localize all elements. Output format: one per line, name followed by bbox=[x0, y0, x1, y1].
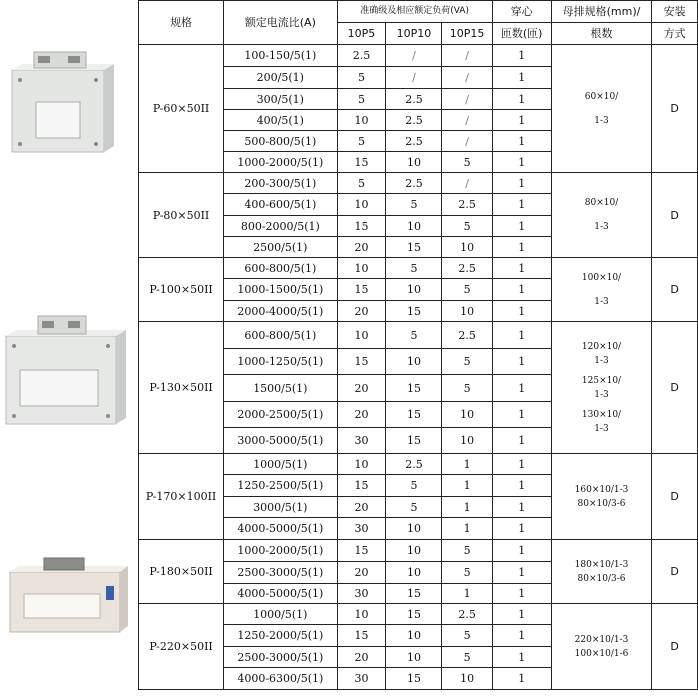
10p5-cell: 30 bbox=[337, 518, 386, 540]
header-spec: 规格 bbox=[139, 1, 224, 45]
ratio-cell: 1250-2500/5(1) bbox=[224, 475, 337, 497]
turns-cell: 1 bbox=[492, 216, 551, 237]
10p10-cell: 2.5 bbox=[386, 454, 442, 475]
10p10-cell: 10 bbox=[386, 518, 442, 540]
10p5-cell: 30 bbox=[337, 428, 386, 454]
turns-cell: 1 bbox=[492, 584, 551, 604]
10p5-cell: 10 bbox=[337, 454, 386, 475]
turns-cell: 1 bbox=[492, 375, 551, 402]
10p5-cell: 20 bbox=[337, 301, 386, 322]
10p10-cell: 10 bbox=[386, 216, 442, 237]
busbar-line: 120×10/ bbox=[581, 341, 622, 352]
10p5-cell: 20 bbox=[337, 237, 386, 258]
10p10-cell: 15 bbox=[386, 301, 442, 322]
turns-cell: 1 bbox=[492, 89, 551, 110]
10p5-cell: 20 bbox=[337, 402, 386, 428]
10p15-cell: / bbox=[442, 173, 492, 194]
busbar-line: 130×10/ bbox=[581, 409, 622, 420]
10p15-cell: 2.5 bbox=[442, 604, 492, 625]
10p15-cell: 1 bbox=[442, 518, 492, 540]
mount-cell: D bbox=[652, 173, 698, 258]
ratio-cell: 600-800/5(1) bbox=[224, 322, 337, 349]
busbar-line: 100×10/1-6 bbox=[574, 648, 629, 659]
10p15-cell: 1 bbox=[442, 497, 492, 518]
10p15-cell: / bbox=[442, 67, 492, 89]
10p5-cell: 15 bbox=[337, 349, 386, 375]
busbar-line: 1-3 bbox=[594, 115, 609, 126]
turns-cell: 1 bbox=[492, 237, 551, 258]
busbar-line: 100×10/ bbox=[581, 272, 622, 283]
turns-cell: 1 bbox=[492, 540, 551, 562]
10p10-cell: 5 bbox=[386, 258, 442, 279]
mount-cell: D bbox=[652, 604, 698, 690]
10p15-cell: 10 bbox=[442, 402, 492, 428]
busbar-line: 1-3 bbox=[594, 222, 609, 232]
ratio-cell: 3000/5(1) bbox=[224, 497, 337, 518]
turns-cell: 1 bbox=[492, 279, 551, 301]
ratio-cell: 2000-4000/5(1) bbox=[224, 301, 337, 322]
10p10-cell: 5 bbox=[386, 475, 442, 497]
busbar-line: 1-3 bbox=[594, 355, 609, 366]
ratio-cell: 1250-2000/5(1) bbox=[224, 625, 337, 647]
busbar-cell bbox=[551, 454, 652, 540]
10p5-cell: 20 bbox=[337, 562, 386, 584]
spec-cell: P-170×100II bbox=[139, 454, 224, 540]
10p10-cell: 15 bbox=[386, 584, 442, 604]
turns-cell: 1 bbox=[492, 668, 551, 690]
turns-cell: 1 bbox=[492, 152, 551, 173]
10p15-cell: 10 bbox=[442, 237, 492, 258]
header-10p10: 10P10 bbox=[386, 23, 442, 45]
10p5-cell: 10 bbox=[337, 194, 386, 216]
10p10-cell: 10 bbox=[386, 279, 442, 301]
turns-cell: 1 bbox=[492, 454, 551, 475]
product-images bbox=[0, 0, 138, 700]
10p15-cell: 10 bbox=[442, 428, 492, 454]
10p5-cell: 15 bbox=[337, 216, 386, 237]
10p5-cell: 2.5 bbox=[337, 45, 386, 67]
ratio-cell: 200/5(1) bbox=[224, 67, 337, 89]
10p10-cell: 10 bbox=[386, 625, 442, 647]
turns-cell: 1 bbox=[492, 647, 551, 668]
10p5-cell: 20 bbox=[337, 375, 386, 402]
ratio-cell: 4000-5000/5(1) bbox=[224, 518, 337, 540]
header-rated-ratio: 额定电流比(A) bbox=[224, 1, 337, 45]
turns-cell: 1 bbox=[492, 301, 551, 322]
10p15-cell: 5 bbox=[442, 375, 492, 402]
10p10-cell: 5 bbox=[386, 322, 442, 349]
turns-cell: 1 bbox=[492, 173, 551, 194]
header-turns-bottom: 匝数(匝) bbox=[492, 23, 551, 45]
busbar-cell bbox=[551, 173, 652, 258]
busbar-line: 80×10/3-6 bbox=[577, 573, 626, 584]
10p10-cell: 10 bbox=[386, 562, 442, 584]
10p10-cell: 15 bbox=[386, 237, 442, 258]
spec-cell: P-80×50II bbox=[139, 173, 224, 258]
10p5-cell: 15 bbox=[337, 279, 386, 301]
10p15-cell: 5 bbox=[442, 152, 492, 173]
10p10-cell: 2.5 bbox=[386, 173, 442, 194]
10p10-cell: 10 bbox=[386, 540, 442, 562]
turns-cell: 1 bbox=[492, 194, 551, 216]
ct-image-p130 bbox=[2, 312, 130, 430]
header-busbar-top: 母排规格(mm)/ bbox=[551, 1, 652, 23]
busbar-spacer bbox=[552, 210, 652, 220]
10p15-cell: 2.5 bbox=[442, 322, 492, 349]
spec-cell: P-130×50II bbox=[139, 322, 224, 454]
ct-image-p60 bbox=[8, 48, 120, 156]
10p15-cell: 5 bbox=[442, 216, 492, 237]
ratio-cell: 1500/5(1) bbox=[224, 375, 337, 402]
10p15-cell: 2.5 bbox=[442, 194, 492, 216]
table-row bbox=[139, 454, 698, 475]
turns-cell: 1 bbox=[492, 625, 551, 647]
10p5-cell: 10 bbox=[337, 258, 386, 279]
10p5-cell: 30 bbox=[337, 584, 386, 604]
10p10-cell: / bbox=[386, 45, 442, 67]
10p15-cell: 5 bbox=[442, 349, 492, 375]
ratio-cell: 1000-1250/5(1) bbox=[224, 349, 337, 375]
10p15-cell: 10 bbox=[442, 668, 492, 690]
ct-image-p220 bbox=[6, 556, 132, 636]
10p15-cell: 5 bbox=[442, 647, 492, 668]
ratio-cell: 2500/5(1) bbox=[224, 237, 337, 258]
turns-cell: 1 bbox=[492, 497, 551, 518]
10p15-cell: 10 bbox=[442, 301, 492, 322]
10p10-cell: 5 bbox=[386, 194, 442, 216]
ratio-cell: 600-800/5(1) bbox=[224, 258, 337, 279]
10p5-cell: 30 bbox=[337, 668, 386, 690]
ratio-cell: 400-600/5(1) bbox=[224, 194, 337, 216]
mount-cell: D bbox=[652, 45, 698, 173]
busbar-spacer bbox=[552, 104, 652, 114]
10p10-cell: 10 bbox=[386, 647, 442, 668]
10p15-cell: 1 bbox=[442, 475, 492, 497]
mount-cell: D bbox=[652, 454, 698, 540]
10p10-cell: 15 bbox=[386, 604, 442, 625]
table-row bbox=[139, 322, 698, 349]
10p15-cell: 2.5 bbox=[442, 258, 492, 279]
ratio-cell: 300/5(1) bbox=[224, 89, 337, 110]
ratio-cell: 3000-5000/5(1) bbox=[224, 428, 337, 454]
spec-cell: P-100×50II bbox=[139, 258, 224, 322]
header-10p15: 10P15 bbox=[442, 23, 492, 45]
ratio-cell: 500-800/5(1) bbox=[224, 131, 337, 152]
busbar-line: 1-3 bbox=[594, 389, 609, 400]
table-row bbox=[139, 540, 698, 562]
10p5-cell: 15 bbox=[337, 475, 386, 497]
busbar-line: 160×10/1-3 bbox=[574, 484, 629, 495]
spec-table bbox=[138, 0, 698, 690]
10p5-cell: 10 bbox=[337, 322, 386, 349]
turns-cell: 1 bbox=[492, 402, 551, 428]
ratio-cell: 400/5(1) bbox=[224, 110, 337, 131]
busbar-line: 220×10/1-3 bbox=[574, 634, 629, 645]
header-busbar-bottom: 根数 bbox=[551, 23, 652, 45]
10p10-cell: / bbox=[386, 67, 442, 89]
turns-cell: 1 bbox=[492, 110, 551, 131]
10p5-cell: 15 bbox=[337, 152, 386, 173]
spec-cell: P-60×50II bbox=[139, 45, 224, 173]
10p5-cell: 5 bbox=[337, 89, 386, 110]
10p15-cell: / bbox=[442, 45, 492, 67]
ratio-cell: 1000/5(1) bbox=[224, 604, 337, 625]
spec-cell: P-180×50II bbox=[139, 540, 224, 604]
turns-cell: 1 bbox=[492, 562, 551, 584]
10p5-cell: 10 bbox=[337, 604, 386, 625]
turns-cell: 1 bbox=[492, 258, 551, 279]
ratio-cell: 2000-2500/5(1) bbox=[224, 402, 337, 428]
ratio-cell: 4000-6300/5(1) bbox=[224, 668, 337, 690]
mount-cell: D bbox=[652, 322, 698, 454]
mount-cell: D bbox=[652, 540, 698, 604]
10p10-cell: 5 bbox=[386, 497, 442, 518]
turns-cell: 1 bbox=[492, 322, 551, 349]
10p10-cell: 15 bbox=[386, 402, 442, 428]
ratio-cell: 800-2000/5(1) bbox=[224, 216, 337, 237]
10p15-cell: 1 bbox=[442, 584, 492, 604]
10p15-cell: 1 bbox=[442, 454, 492, 475]
turns-cell: 1 bbox=[492, 131, 551, 152]
busbar-line: 80×10/ bbox=[584, 198, 619, 208]
busbar-line: 180×10/1-3 bbox=[574, 559, 629, 570]
mount-cell: D bbox=[652, 258, 698, 322]
10p15-cell: 5 bbox=[442, 625, 492, 647]
busbar-line: 1-3 bbox=[594, 423, 609, 434]
10p10-cell: 2.5 bbox=[386, 131, 442, 152]
busbar-line: 80×10/3-6 bbox=[577, 498, 626, 509]
10p5-cell: 5 bbox=[337, 173, 386, 194]
turns-cell: 1 bbox=[492, 67, 551, 89]
10p5-cell: 5 bbox=[337, 131, 386, 152]
10p15-cell: / bbox=[442, 131, 492, 152]
header-mount-top: 安装 bbox=[652, 1, 698, 23]
table-row bbox=[139, 604, 698, 625]
10p5-cell: 20 bbox=[337, 647, 386, 668]
turns-cell: 1 bbox=[492, 349, 551, 375]
header-mount-bottom: 方式 bbox=[652, 23, 698, 45]
header-10p5: 10P5 bbox=[337, 23, 386, 45]
busbar-cell bbox=[551, 322, 652, 454]
ratio-cell: 1000-2000/5(1) bbox=[224, 152, 337, 173]
ratio-cell: 1000-2000/5(1) bbox=[224, 540, 337, 562]
10p5-cell: 10 bbox=[337, 110, 386, 131]
10p5-cell: 5 bbox=[337, 67, 386, 89]
table-row bbox=[139, 45, 698, 67]
header-turns-top: 穿心 bbox=[492, 1, 551, 23]
ratio-cell: 4000-5000/5(1) bbox=[224, 584, 337, 604]
spec-cell: P-220×50II bbox=[139, 604, 224, 690]
10p15-cell: / bbox=[442, 110, 492, 131]
turns-cell: 1 bbox=[492, 604, 551, 625]
10p10-cell: 15 bbox=[386, 428, 442, 454]
ratio-cell: 200-300/5(1) bbox=[224, 173, 337, 194]
ratio-cell: 1000/5(1) bbox=[224, 454, 337, 475]
ratio-cell: 100-150/5(1) bbox=[224, 45, 337, 67]
table-row bbox=[139, 173, 698, 194]
10p10-cell: 10 bbox=[386, 152, 442, 173]
10p5-cell: 15 bbox=[337, 540, 386, 562]
busbar-cell bbox=[551, 258, 652, 322]
10p15-cell: 5 bbox=[442, 540, 492, 562]
turns-cell: 1 bbox=[492, 428, 551, 454]
ratio-cell: 1000-1500/5(1) bbox=[224, 279, 337, 301]
10p10-cell: 10 bbox=[386, 349, 442, 375]
10p10-cell: 15 bbox=[386, 668, 442, 690]
10p5-cell: 15 bbox=[337, 625, 386, 647]
10p10-cell: 15 bbox=[386, 375, 442, 402]
busbar-cell bbox=[551, 540, 652, 604]
busbar-line: 1-3 bbox=[594, 296, 609, 307]
turns-cell: 1 bbox=[492, 518, 551, 540]
turns-cell: 1 bbox=[492, 475, 551, 497]
busbar-spacer bbox=[552, 285, 652, 295]
ratio-cell: 2500-3000/5(1) bbox=[224, 647, 337, 668]
10p10-cell: 2.5 bbox=[386, 110, 442, 131]
busbar-line: 125×10/ bbox=[581, 375, 622, 386]
busbar-line: 60×10/ bbox=[584, 91, 619, 102]
turns-cell: 1 bbox=[492, 45, 551, 67]
ratio-cell: 2500-3000/5(1) bbox=[224, 562, 337, 584]
busbar-cell bbox=[551, 604, 652, 690]
table-row bbox=[139, 258, 698, 279]
10p15-cell: 5 bbox=[442, 562, 492, 584]
10p5-cell: 20 bbox=[337, 497, 386, 518]
10p10-cell: 2.5 bbox=[386, 89, 442, 110]
header-accuracy: 准确级及相应额定负荷(VA) bbox=[337, 1, 492, 23]
10p15-cell: 5 bbox=[442, 279, 492, 301]
10p15-cell: / bbox=[442, 89, 492, 110]
busbar-cell bbox=[551, 45, 652, 173]
